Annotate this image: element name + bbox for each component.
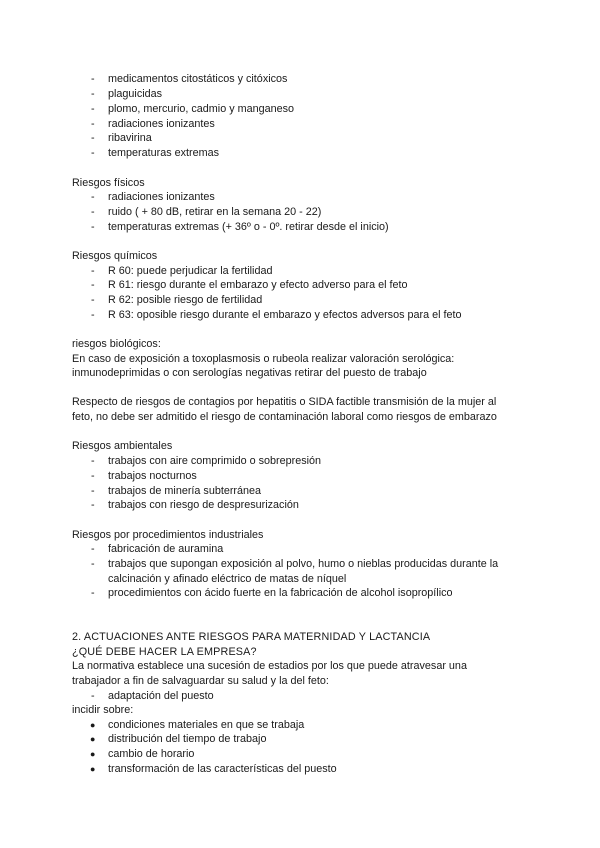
dash-marker: - <box>91 103 95 115</box>
list-item-text: cambio de horario <box>108 748 195 760</box>
dash-marker: - <box>91 690 95 702</box>
bullet-icon: ● <box>90 764 96 774</box>
dash-marker: - <box>91 587 95 599</box>
list-item-text: calcinación y afinado eléctrico de matas de níquel <box>108 573 347 585</box>
list-item-text: procedimientos con ácido fuerte en la fabricación de alcohol isopropílico <box>108 587 453 599</box>
list-item-text: R 60: puede perjudicar la fertilidad <box>108 265 273 277</box>
list-item-text: radiaciones ionizantes <box>108 191 215 203</box>
dash-marker: - <box>91 265 95 277</box>
dash-marker: - <box>91 543 95 555</box>
section-heading-quimicos: Riesgos químicos <box>72 250 158 262</box>
bullet-icon: ● <box>90 749 96 759</box>
dash-marker: - <box>91 309 95 321</box>
list-item-text: ruido ( + 80 dB, retirar en la semana 20 - 22) <box>108 206 322 218</box>
section-heading-biologicos: riesgos biológicos: <box>72 338 161 350</box>
list-item-text: medicamentos citostáticos y citóxicos <box>108 73 288 85</box>
dash-marker: - <box>91 191 95 203</box>
dash-marker: - <box>91 455 95 467</box>
dash-marker: - <box>91 73 95 85</box>
list-item-text: condiciones materiales en que se trabaja <box>108 719 305 731</box>
dash-marker: - <box>91 485 95 497</box>
section-heading-fisicos: Riesgos físicos <box>72 177 145 189</box>
paragraph-line: Respecto de riesgos de contagios por hepatitis o SIDA factible transmisión de la mujer al <box>72 396 497 408</box>
paragraph-line: La normativa establece una sucesión de estadios por los que puede atravesar una <box>72 660 467 672</box>
bullet-icon: ● <box>90 720 96 730</box>
list-item-text: radiaciones ionizantes <box>108 118 215 130</box>
dash-marker: - <box>91 221 95 233</box>
list-item-text: R 62: posible riesgo de fertilidad <box>108 294 263 306</box>
dash-marker: - <box>91 88 95 100</box>
list-item-text: ribavirina <box>108 132 152 144</box>
dash-marker: - <box>91 558 95 570</box>
list-item-text: trabajos que supongan exposición al polvo, humo o nieblas producidas durante la <box>108 558 499 570</box>
section-heading-industriales: Riesgos por procedimientos industriales <box>72 529 264 541</box>
list-item-text: transformación de las características del puesto <box>108 763 337 775</box>
list-item-text: plomo, mercurio, cadmio y manganeso <box>108 103 295 115</box>
paragraph-line: trabajador a fin de salvaguardar su salud y la del feto: <box>72 675 329 687</box>
dash-marker: - <box>91 499 95 511</box>
paragraph-line: incidir sobre: <box>72 704 134 716</box>
list-item-text: trabajos nocturnos <box>108 470 197 482</box>
section-heading-ambientales: Riesgos ambientales <box>72 440 173 452</box>
dash-marker: - <box>91 147 95 159</box>
paragraph-line: feto, no debe ser admitido el riesgo de contaminación laboral como riesgos de embarazo <box>72 411 497 423</box>
list-item-text: R 63: oposible riesgo durante el embarazo y efectos adversos para el feto <box>108 309 462 321</box>
section-title: 2. ACTUACIONES ANTE RIESGOS PARA MATERNIDAD Y LACTANCIA <box>72 631 431 643</box>
section-subtitle: ¿QUÉ DEBE HACER LA EMPRESA? <box>72 646 257 658</box>
paragraph-line: inmunodeprimidas o con serologías negativas retirar del puesto de trabajo <box>72 367 427 379</box>
list-item-text: trabajos con aire comprimido o sobrepresión <box>108 455 322 467</box>
list-item-text: trabajos de minería subterránea <box>108 485 262 497</box>
dash-marker: - <box>91 132 95 144</box>
dash-marker: - <box>91 206 95 218</box>
list-item-text: plaguicidas <box>108 88 163 100</box>
dash-marker: - <box>91 470 95 482</box>
dash-marker: - <box>91 294 95 306</box>
dash-marker: - <box>91 279 95 291</box>
list-item-text: fabricación de auramina <box>108 543 224 555</box>
list-item-text: distribución del tiempo de trabajo <box>108 733 267 745</box>
list-item-text: trabajos con riesgo de despresurización <box>108 499 299 511</box>
paragraph-line: En caso de exposición a toxoplasmosis o rubeola realizar valoración serológica: <box>72 353 455 365</box>
dash-marker: - <box>91 118 95 130</box>
list-item-text: temperaturas extremas (+ 36º o - 0º. retirar desde el inicio) <box>108 221 389 233</box>
list-item-text: temperaturas extremas <box>108 147 220 159</box>
bullet-icon: ● <box>90 734 96 744</box>
list-item-text: R 61: riesgo durante el embarazo y efecto adverso para el feto <box>108 279 408 291</box>
list-item-text: adaptación del puesto <box>108 690 214 702</box>
